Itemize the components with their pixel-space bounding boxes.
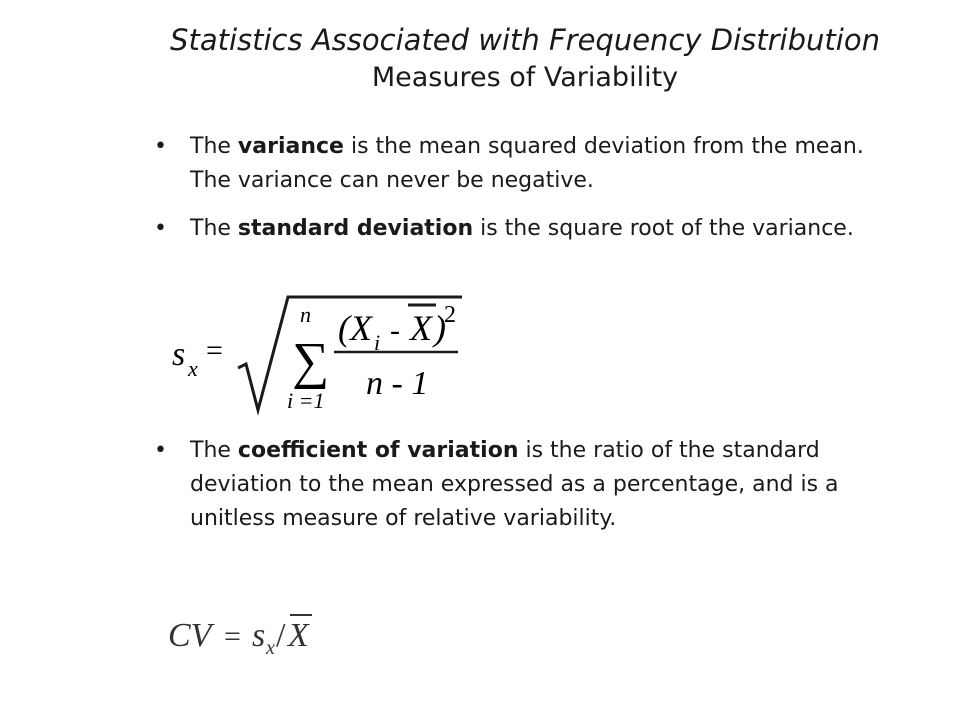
- sum-lower-limit: i =1: [287, 388, 325, 413]
- bullet-term: coefficient of variation: [237, 438, 519, 463]
- numerator-xbar: X: [410, 308, 432, 348]
- sd-lhs-sub: x: [188, 356, 198, 381]
- title-line-2: Measures of Variability: [371, 62, 679, 93]
- cv-slash: /: [276, 617, 286, 654]
- sd-equals: =: [206, 334, 223, 367]
- bullet-text-post: is the ratio of the standard deviation to the mean expressed as a percentage, and is a unitless measure of relative variability.: [190, 438, 839, 531]
- sum-upper-limit: n: [300, 302, 311, 327]
- bullet-icon: •: [154, 438, 167, 463]
- numerator-close: ): [434, 308, 446, 348]
- denominator: n - 1: [366, 365, 429, 402]
- title-line-1: Statistics Associated with Frequency Distribution: [170, 23, 880, 57]
- bullet-text-pre: The: [190, 216, 238, 241]
- bullet-text-pre: The: [190, 134, 238, 159]
- cv-xbar: X: [288, 617, 309, 654]
- cv-s: s: [252, 617, 266, 654]
- numerator-exponent: 2: [444, 302, 456, 328]
- cv-label: CV: [168, 617, 212, 654]
- bullet-text-pre: The: [190, 438, 238, 463]
- bullet-icon: •: [154, 216, 167, 241]
- bullet-term: variance: [237, 134, 344, 159]
- numerator-sub: i: [374, 330, 381, 355]
- bullet-term: standard deviation: [237, 216, 474, 241]
- bullet-icon: •: [154, 134, 167, 159]
- sum-symbol: ∑: [292, 333, 330, 390]
- bullet-text-post: is the mean squared deviation from the mean. The variance can never be negative.: [190, 134, 864, 193]
- numerator-open: (X: [338, 308, 372, 348]
- cv-sub: x: [266, 637, 275, 659]
- cv-equals: =: [224, 620, 241, 653]
- numerator-minus: -: [390, 314, 400, 347]
- sd-lhs-s: s: [172, 336, 186, 373]
- bullet-text-post: is the square root of the variance.: [473, 216, 854, 241]
